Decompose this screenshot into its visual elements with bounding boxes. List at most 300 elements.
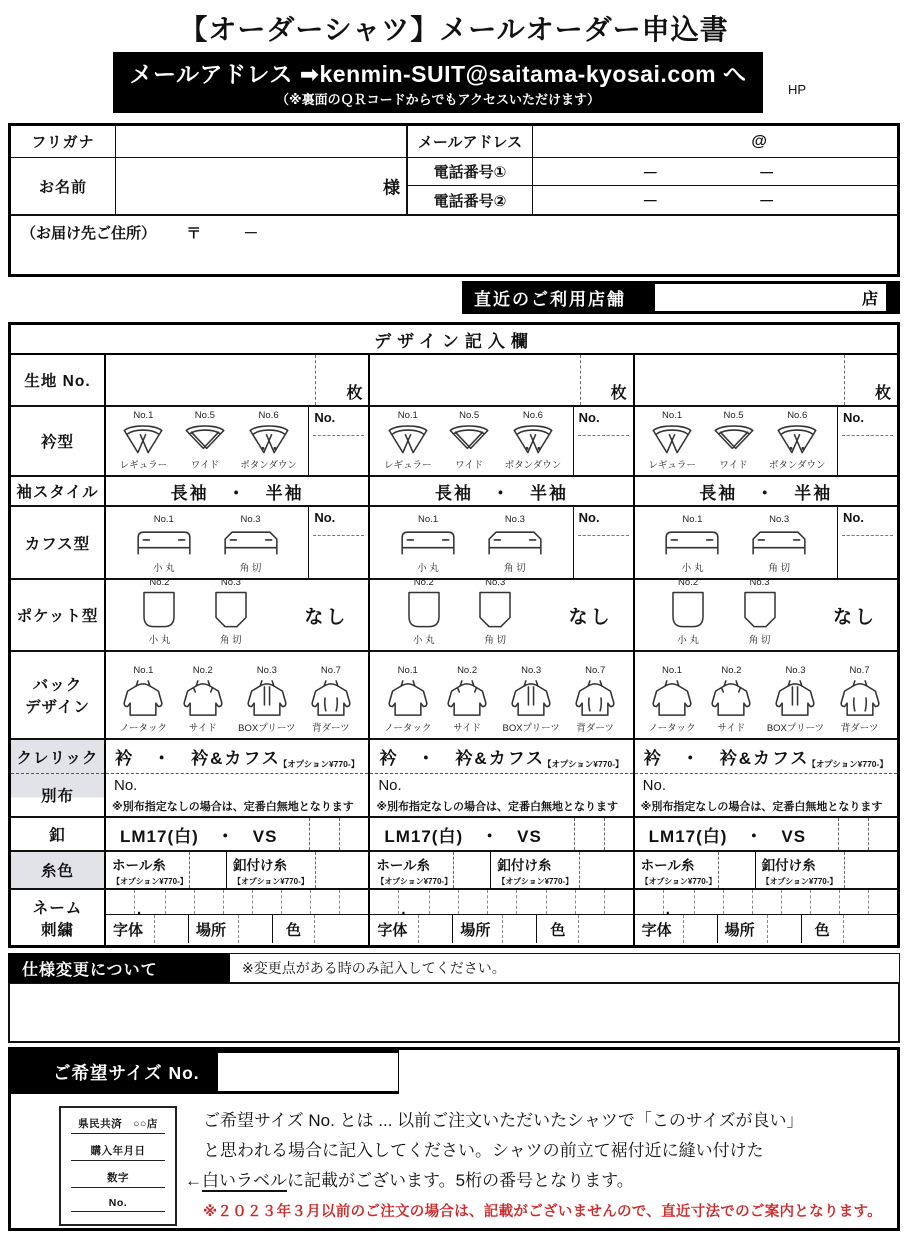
place-input[interactable] bbox=[767, 915, 801, 943]
size-desc-line3-rest: に記載がございます。5桁の番号となります。 bbox=[287, 1170, 634, 1190]
color-input[interactable] bbox=[578, 915, 632, 943]
font-label: 字体 bbox=[377, 921, 408, 939]
page-title: 【オーダーシャツ】メールオーダー申込書 bbox=[179, 14, 729, 45]
size-warning-note: ※２０２３年３月以前のご注文の場合は、記載がございませんので、直近寸法でのご案内となります。 bbox=[203, 1204, 882, 1221]
collar-option-regular[interactable] bbox=[646, 410, 698, 473]
thread-color-row bbox=[370, 852, 632, 890]
name-letters-input[interactable] bbox=[635, 890, 897, 918]
hole-thread-label: ホール糸 bbox=[640, 858, 695, 873]
customer-right-block bbox=[408, 126, 897, 214]
sleeve-options-label: 長袖 ・ 半袖 bbox=[170, 483, 304, 503]
cuff-option-round[interactable] bbox=[661, 514, 723, 576]
dashed-divider bbox=[580, 355, 581, 405]
cleric-options-label: 衿 ・ 衿&カフス bbox=[379, 749, 546, 768]
pocket-options bbox=[106, 577, 284, 650]
letter-cell[interactable] bbox=[370, 890, 398, 914]
name-letters-input[interactable] bbox=[106, 890, 368, 918]
customer-info-table bbox=[8, 123, 900, 277]
size-no-bar bbox=[11, 1050, 399, 1094]
recent-store-label: 直近のご利用店舗 bbox=[474, 290, 626, 309]
shirt-back-boxpleat-icon bbox=[243, 677, 291, 719]
pocket-round-icon bbox=[668, 589, 708, 631]
button-thread-label: 釦付け糸 bbox=[761, 858, 816, 873]
address-input[interactable] bbox=[11, 216, 897, 274]
pocket-row bbox=[106, 577, 368, 652]
cuff-option-cut[interactable] bbox=[748, 514, 810, 576]
option-number: No.3 bbox=[485, 577, 506, 588]
option-name: 角 切 bbox=[768, 563, 790, 574]
cleric-row-label: クレリック bbox=[11, 740, 104, 774]
collar-option-buttondown[interactable] bbox=[505, 410, 562, 473]
design-table-title: デザイン記入欄 bbox=[11, 325, 897, 355]
option-name: 小 丸 bbox=[148, 635, 171, 646]
thread-color-row bbox=[635, 852, 897, 890]
cuff-option-cut[interactable] bbox=[220, 514, 282, 576]
letter-cell[interactable] bbox=[429, 890, 458, 914]
button-thread-input[interactable] bbox=[580, 852, 632, 888]
fabric-no-row-label: 生地 No. bbox=[11, 355, 104, 407]
name-row-label-line2: 刺繍 bbox=[40, 921, 74, 939]
collar-option-wide[interactable] bbox=[179, 410, 231, 473]
option-name: 角 切 bbox=[748, 635, 771, 646]
hole-thread-input[interactable] bbox=[719, 852, 755, 888]
back-design-row bbox=[106, 652, 368, 740]
sheets-unit-label: 枚 bbox=[346, 385, 363, 402]
phone-dash: － bbox=[642, 193, 659, 211]
collar-option-buttondown[interactable] bbox=[769, 410, 826, 473]
pocket-row bbox=[370, 577, 632, 652]
collar-no-input[interactable] bbox=[837, 407, 897, 475]
back-option-side[interactable] bbox=[443, 665, 491, 736]
option-name: 小 丸 bbox=[681, 563, 704, 574]
option-name: 角 切 bbox=[504, 563, 526, 574]
back-design-options bbox=[635, 652, 897, 738]
hp-label: HP bbox=[788, 82, 807, 97]
cleric-option-price: 【オプション¥770-】 bbox=[807, 759, 888, 769]
email-banner bbox=[113, 52, 763, 113]
hole-thread-label-cell bbox=[635, 852, 719, 888]
option-name: ノータック bbox=[384, 723, 432, 734]
alt-fabric-note: ※別布指定なしの場合は、定番白無地となります bbox=[112, 801, 354, 813]
hole-thread-option-price: 【オプション¥770-】 bbox=[640, 877, 717, 886]
color-label: 色 bbox=[801, 915, 843, 943]
letter-cell-dot[interactable]: . bbox=[663, 890, 694, 914]
option-number: No.2 bbox=[192, 665, 213, 676]
hole-thread-input[interactable] bbox=[190, 852, 226, 888]
font-label: 字体 bbox=[641, 921, 672, 939]
name-letters-input[interactable] bbox=[370, 890, 632, 918]
embroidery-detail-row bbox=[370, 914, 632, 943]
cuff-round-icon bbox=[397, 526, 459, 559]
sleeve-options-label: 長袖 ・ 半袖 bbox=[699, 483, 833, 503]
back-option-notuck[interactable] bbox=[384, 665, 432, 736]
font-input[interactable] bbox=[683, 915, 717, 943]
embroidery-detail-row bbox=[635, 914, 897, 943]
button-row-label: 釦 bbox=[11, 818, 104, 852]
letter-cell[interactable] bbox=[281, 890, 310, 914]
option-number: No.2 bbox=[457, 665, 478, 676]
back-design-row-label-line2: デザイン bbox=[25, 699, 90, 716]
name-embroidery-row bbox=[635, 890, 897, 945]
collar-buttondown-icon bbox=[507, 422, 559, 456]
cuff-no-input[interactable] bbox=[308, 507, 368, 578]
cleric-option-price: 【オプション¥770-】 bbox=[278, 759, 360, 769]
letter-cell-dot[interactable]: . bbox=[134, 890, 165, 914]
shirt-back-side-icon bbox=[179, 677, 227, 719]
collar-option-buttondown[interactable] bbox=[240, 410, 297, 473]
place-input[interactable] bbox=[238, 915, 272, 943]
pocket-option-round[interactable] bbox=[404, 577, 444, 648]
pocket-options bbox=[370, 577, 548, 650]
sleeve-options[interactable] bbox=[635, 477, 897, 507]
alt-fabric-input[interactable] bbox=[106, 774, 368, 818]
pocket-round-icon bbox=[404, 589, 444, 631]
collar-row-label: 衿型 bbox=[11, 407, 104, 477]
sleeve-options-label: 長袖 ・ 半袖 bbox=[434, 483, 568, 503]
letter-cell[interactable] bbox=[575, 890, 604, 914]
dashed-divider bbox=[315, 355, 316, 405]
no-label: No. bbox=[842, 409, 893, 436]
collar-no-input[interactable] bbox=[573, 407, 633, 475]
letter-cell[interactable] bbox=[810, 890, 839, 914]
back-option-notuck[interactable] bbox=[648, 665, 696, 736]
pocket-none-option[interactable]: なし bbox=[304, 606, 349, 628]
shirt-back-notuck-icon bbox=[119, 677, 167, 719]
pocket-options bbox=[635, 577, 813, 650]
back-option-darts[interactable] bbox=[836, 665, 884, 736]
color-input[interactable] bbox=[314, 915, 368, 943]
cuff-option-cut[interactable] bbox=[484, 514, 546, 576]
pocket-option-round[interactable] bbox=[668, 577, 708, 648]
option-number: No.6 bbox=[522, 410, 543, 421]
cuff-options bbox=[635, 507, 837, 578]
thread-row-label: 糸色 bbox=[11, 852, 104, 890]
letter-cell[interactable] bbox=[516, 890, 545, 914]
pocket-option-cut[interactable] bbox=[475, 577, 515, 648]
alt-fabric-input[interactable] bbox=[635, 774, 897, 818]
pocket-none-option[interactable]: なし bbox=[568, 606, 613, 628]
tag-number-line: 数字 bbox=[71, 1170, 165, 1188]
at-mark: @ bbox=[751, 132, 767, 150]
sleeve-options[interactable] bbox=[106, 477, 368, 507]
cuff-option-round[interactable] bbox=[133, 514, 195, 576]
cleric-options-label: 衿 ・ 衿&カフス bbox=[115, 749, 281, 768]
size-no-label: ご希望サイズ No. bbox=[53, 1062, 200, 1083]
thread-color-row bbox=[106, 852, 368, 890]
option-number: No.1 bbox=[662, 410, 683, 421]
place-label: 場所 bbox=[452, 915, 502, 943]
letter-cell[interactable] bbox=[604, 890, 633, 914]
option-number: No.3 bbox=[769, 514, 790, 525]
button-thread-label-cell bbox=[226, 852, 316, 888]
letter-cell[interactable] bbox=[223, 890, 252, 914]
hole-thread-input[interactable] bbox=[454, 852, 490, 888]
option-name: ボタンダウン bbox=[768, 460, 826, 471]
fabric-no-input-area[interactable] bbox=[635, 355, 897, 407]
option-name: 背ダーツ bbox=[576, 723, 615, 734]
size-description bbox=[185, 1106, 882, 1226]
pocket-option-cut[interactable] bbox=[211, 577, 251, 648]
cleric-options[interactable] bbox=[635, 740, 897, 774]
email-note-line: （※裏面のＱＲコードからでもアクセスいただけます） bbox=[275, 92, 601, 107]
pocket-cut-icon bbox=[211, 589, 251, 631]
dashed-divider bbox=[844, 355, 845, 405]
shirt-back-darts-icon bbox=[836, 677, 884, 719]
back-option-darts[interactable] bbox=[571, 665, 619, 736]
fabric-no-input-area[interactable] bbox=[370, 355, 632, 407]
furigana-label: フリガナ bbox=[11, 126, 116, 157]
back-option-boxpleat[interactable] bbox=[238, 665, 295, 736]
option-name: BOXプリーツ bbox=[238, 723, 296, 734]
address-label: （お届け先ご住所） bbox=[21, 225, 157, 242]
letter-cell[interactable] bbox=[106, 890, 134, 914]
cleric-options[interactable] bbox=[106, 740, 368, 774]
sheets-unit-label: 枚 bbox=[874, 385, 891, 402]
letter-cell[interactable] bbox=[723, 890, 752, 914]
letter-cell[interactable] bbox=[487, 890, 516, 914]
letter-cell[interactable] bbox=[165, 890, 194, 914]
option-name: 背ダーツ bbox=[312, 723, 350, 734]
button-options[interactable] bbox=[370, 818, 632, 852]
cuff-no-input[interactable] bbox=[837, 507, 897, 578]
collar-regular-icon bbox=[646, 422, 698, 456]
color-label: 色 bbox=[536, 915, 578, 943]
embroidery-detail-row bbox=[106, 914, 368, 943]
back-option-darts[interactable] bbox=[307, 665, 355, 736]
color-label: 色 bbox=[272, 915, 314, 943]
letter-cell[interactable] bbox=[868, 890, 897, 914]
letter-cell[interactable] bbox=[752, 890, 781, 914]
back-option-side[interactable] bbox=[707, 665, 755, 736]
button-options-label: LM17(白) ・ VS bbox=[120, 826, 278, 846]
name-input[interactable] bbox=[116, 158, 406, 214]
font-input[interactable] bbox=[154, 915, 188, 943]
spec-change-label: 仕様変更について bbox=[8, 953, 230, 983]
option-name: レギュラー bbox=[119, 460, 168, 471]
option-name: サイド bbox=[453, 723, 482, 734]
phone1-input[interactable] bbox=[533, 158, 897, 185]
button-thread-input[interactable] bbox=[316, 852, 368, 888]
shirt-back-side-icon bbox=[443, 677, 491, 719]
option-name: ワイド bbox=[455, 460, 484, 471]
option-name: 小 丸 bbox=[417, 563, 439, 574]
sama-honorific: 様 bbox=[383, 178, 400, 198]
option-name: サイド bbox=[717, 723, 746, 734]
cuff-round-icon bbox=[661, 526, 723, 559]
cuff-cut-icon bbox=[220, 526, 282, 559]
collar-buttondown-icon bbox=[243, 422, 295, 456]
phone-dash: － bbox=[758, 165, 775, 182]
recent-store-bar bbox=[462, 281, 900, 314]
pocket-option-cut[interactable] bbox=[740, 577, 780, 648]
dashed-divider bbox=[339, 818, 340, 850]
size-no-input[interactable] bbox=[218, 1053, 398, 1091]
fabric-no-input-area[interactable] bbox=[106, 355, 368, 407]
option-name: ワイド bbox=[719, 460, 748, 471]
collar-wide-icon bbox=[708, 422, 760, 456]
cleric-options[interactable] bbox=[370, 740, 632, 774]
furigana-input[interactable] bbox=[116, 126, 406, 157]
shirt-back-notuck-icon bbox=[648, 677, 696, 719]
no-label: No. bbox=[578, 509, 629, 536]
shirt-label-tag bbox=[59, 1106, 177, 1226]
collar-row bbox=[635, 407, 897, 477]
button-options[interactable] bbox=[635, 818, 897, 852]
back-design-row bbox=[370, 652, 632, 740]
font-input[interactable] bbox=[418, 915, 452, 943]
color-input[interactable] bbox=[843, 915, 897, 943]
letter-cell[interactable] bbox=[694, 890, 723, 914]
place-input[interactable] bbox=[502, 915, 536, 943]
button-options-label: LM17(白) ・ VS bbox=[384, 826, 542, 846]
letter-cell-dot[interactable]: . bbox=[398, 890, 429, 914]
no-label: No. bbox=[313, 509, 364, 536]
letter-cell[interactable] bbox=[546, 890, 575, 914]
option-name: ノータック bbox=[119, 723, 167, 734]
collar-option-regular[interactable] bbox=[117, 410, 169, 473]
back-design-row bbox=[635, 652, 897, 740]
cuff-option-round[interactable] bbox=[397, 514, 459, 576]
hole-thread-option-price: 【オプション¥770-】 bbox=[376, 877, 453, 886]
design-column bbox=[370, 355, 634, 945]
hole-thread-label: ホール糸 bbox=[112, 858, 166, 873]
size-desc-line3 bbox=[185, 1166, 882, 1196]
shirt-back-darts-icon bbox=[307, 677, 355, 719]
cuff-round-icon bbox=[133, 526, 195, 559]
alt-fabric-no-label: No. bbox=[378, 777, 402, 794]
letter-cell[interactable] bbox=[194, 890, 223, 914]
option-number: No.1 bbox=[153, 514, 174, 525]
email-label: メールアドレス bbox=[408, 126, 533, 157]
cuff-row bbox=[635, 507, 897, 580]
design-row-labels bbox=[11, 355, 106, 945]
collar-regular-icon bbox=[117, 422, 169, 456]
option-number: No.7 bbox=[585, 665, 606, 676]
back-option-side[interactable] bbox=[179, 665, 227, 736]
spec-change-input-box[interactable] bbox=[8, 983, 900, 1043]
tag-store-line: 県民共済 ○○店 bbox=[71, 1116, 165, 1134]
email-address-line: メールアドレス ➡kenmin-SUIT@saitama-kyosai.com へ bbox=[129, 61, 747, 87]
dashed-divider bbox=[838, 818, 839, 850]
option-number: No.2 bbox=[413, 577, 434, 588]
back-option-notuck[interactable] bbox=[119, 665, 167, 736]
hole-thread-label: ホール糸 bbox=[376, 858, 431, 873]
pocket-option-round[interactable] bbox=[139, 577, 179, 648]
collar-option-wide[interactable] bbox=[708, 410, 760, 473]
place-label: 場所 bbox=[717, 915, 767, 943]
letter-cell[interactable] bbox=[781, 890, 810, 914]
place-label: 場所 bbox=[188, 915, 238, 943]
phone-dash: － bbox=[642, 165, 659, 182]
option-name: 小 丸 bbox=[412, 635, 435, 646]
letter-cell[interactable] bbox=[635, 890, 663, 914]
back-option-boxpleat[interactable] bbox=[767, 665, 824, 736]
back-design-row-label bbox=[11, 652, 104, 740]
letter-cell[interactable] bbox=[310, 890, 339, 914]
button-thread-label: 釦付け糸 bbox=[233, 858, 287, 873]
sleeve-options[interactable] bbox=[370, 477, 632, 507]
postal-dash: － bbox=[243, 225, 259, 242]
no-label: No. bbox=[842, 509, 893, 536]
collar-option-regular[interactable] bbox=[382, 410, 434, 473]
button-thread-input[interactable] bbox=[845, 852, 897, 888]
phone2-label: 電話番号② bbox=[408, 186, 533, 214]
back-design-options bbox=[106, 652, 368, 738]
sleeve-row-label: 袖スタイル bbox=[11, 477, 104, 507]
option-number: No.3 bbox=[240, 514, 261, 525]
alt-fabric-row-label: 別布 bbox=[11, 774, 104, 818]
letter-cell[interactable] bbox=[252, 890, 281, 914]
collar-options bbox=[370, 407, 572, 475]
option-number: No.1 bbox=[682, 514, 703, 525]
collar-no-input[interactable] bbox=[308, 407, 368, 475]
option-name: 小 丸 bbox=[677, 635, 699, 646]
collar-option-wide[interactable] bbox=[443, 410, 495, 473]
button-thread-label: 釦付け糸 bbox=[497, 858, 552, 873]
phone-dash: － bbox=[758, 193, 775, 211]
hole-thread-label-cell bbox=[370, 852, 454, 888]
option-name: 角 切 bbox=[239, 563, 262, 574]
option-name: ボタンダウン bbox=[504, 460, 562, 471]
option-name: BOXプリーツ bbox=[502, 723, 560, 734]
phone1-label: 電話番号① bbox=[408, 158, 533, 185]
hole-thread-option-price: 【オプション¥770-】 bbox=[112, 877, 188, 886]
option-name: BOXプリーツ bbox=[766, 723, 825, 734]
tag-no-line: No. bbox=[71, 1197, 165, 1212]
letter-cell[interactable] bbox=[458, 890, 487, 914]
dashed-divider bbox=[868, 818, 869, 850]
button-thread-label-cell bbox=[490, 852, 580, 888]
button-thread-option-price: 【オプション¥770-】 bbox=[761, 877, 838, 886]
cleric-options-label: 衿 ・ 衿&カフス bbox=[643, 749, 810, 768]
collar-options bbox=[106, 407, 308, 475]
pocket-cut-icon bbox=[740, 589, 780, 631]
option-number: No.7 bbox=[849, 665, 870, 676]
option-name: レギュラー bbox=[383, 460, 432, 471]
email-input[interactable] bbox=[533, 126, 897, 157]
left-arrow-icon: ← bbox=[185, 1170, 202, 1190]
store-suffix: 店 bbox=[861, 291, 878, 308]
shirt-back-notuck-icon bbox=[384, 677, 432, 719]
option-number: No.3 bbox=[521, 665, 542, 676]
button-thread-option-price: 【オプション¥770-】 bbox=[233, 877, 309, 886]
size-request-section bbox=[8, 1047, 900, 1231]
option-name: 背ダーツ bbox=[840, 723, 879, 734]
letter-cell[interactable] bbox=[839, 890, 868, 914]
option-name: 角 切 bbox=[484, 635, 507, 646]
option-number: No.1 bbox=[397, 665, 418, 676]
button-options-label: LM17(白) ・ VS bbox=[648, 826, 807, 846]
recent-store-input[interactable] bbox=[655, 284, 886, 311]
back-option-boxpleat[interactable] bbox=[503, 665, 560, 736]
cuff-no-input[interactable] bbox=[573, 507, 633, 578]
option-number: No.3 bbox=[504, 514, 525, 525]
cuff-options bbox=[106, 507, 308, 578]
phone2-input[interactable] bbox=[533, 186, 897, 214]
design-column bbox=[635, 355, 897, 945]
alt-fabric-note: ※別布指定なしの場合は、定番白無地となります bbox=[640, 801, 883, 813]
letter-cell[interactable] bbox=[339, 890, 368, 914]
cleric-option-price: 【オプション¥770-】 bbox=[543, 759, 624, 769]
option-name: サイド bbox=[188, 723, 217, 734]
cuff-cut-icon bbox=[484, 526, 546, 559]
button-thread-option-price: 【オプション¥770-】 bbox=[497, 877, 574, 886]
button-options[interactable] bbox=[106, 818, 368, 852]
pocket-none-option[interactable]: なし bbox=[832, 606, 877, 628]
alt-fabric-input[interactable] bbox=[370, 774, 632, 818]
postal-mark: 〒 bbox=[186, 225, 202, 242]
name-embroidery-row-label bbox=[11, 890, 104, 945]
